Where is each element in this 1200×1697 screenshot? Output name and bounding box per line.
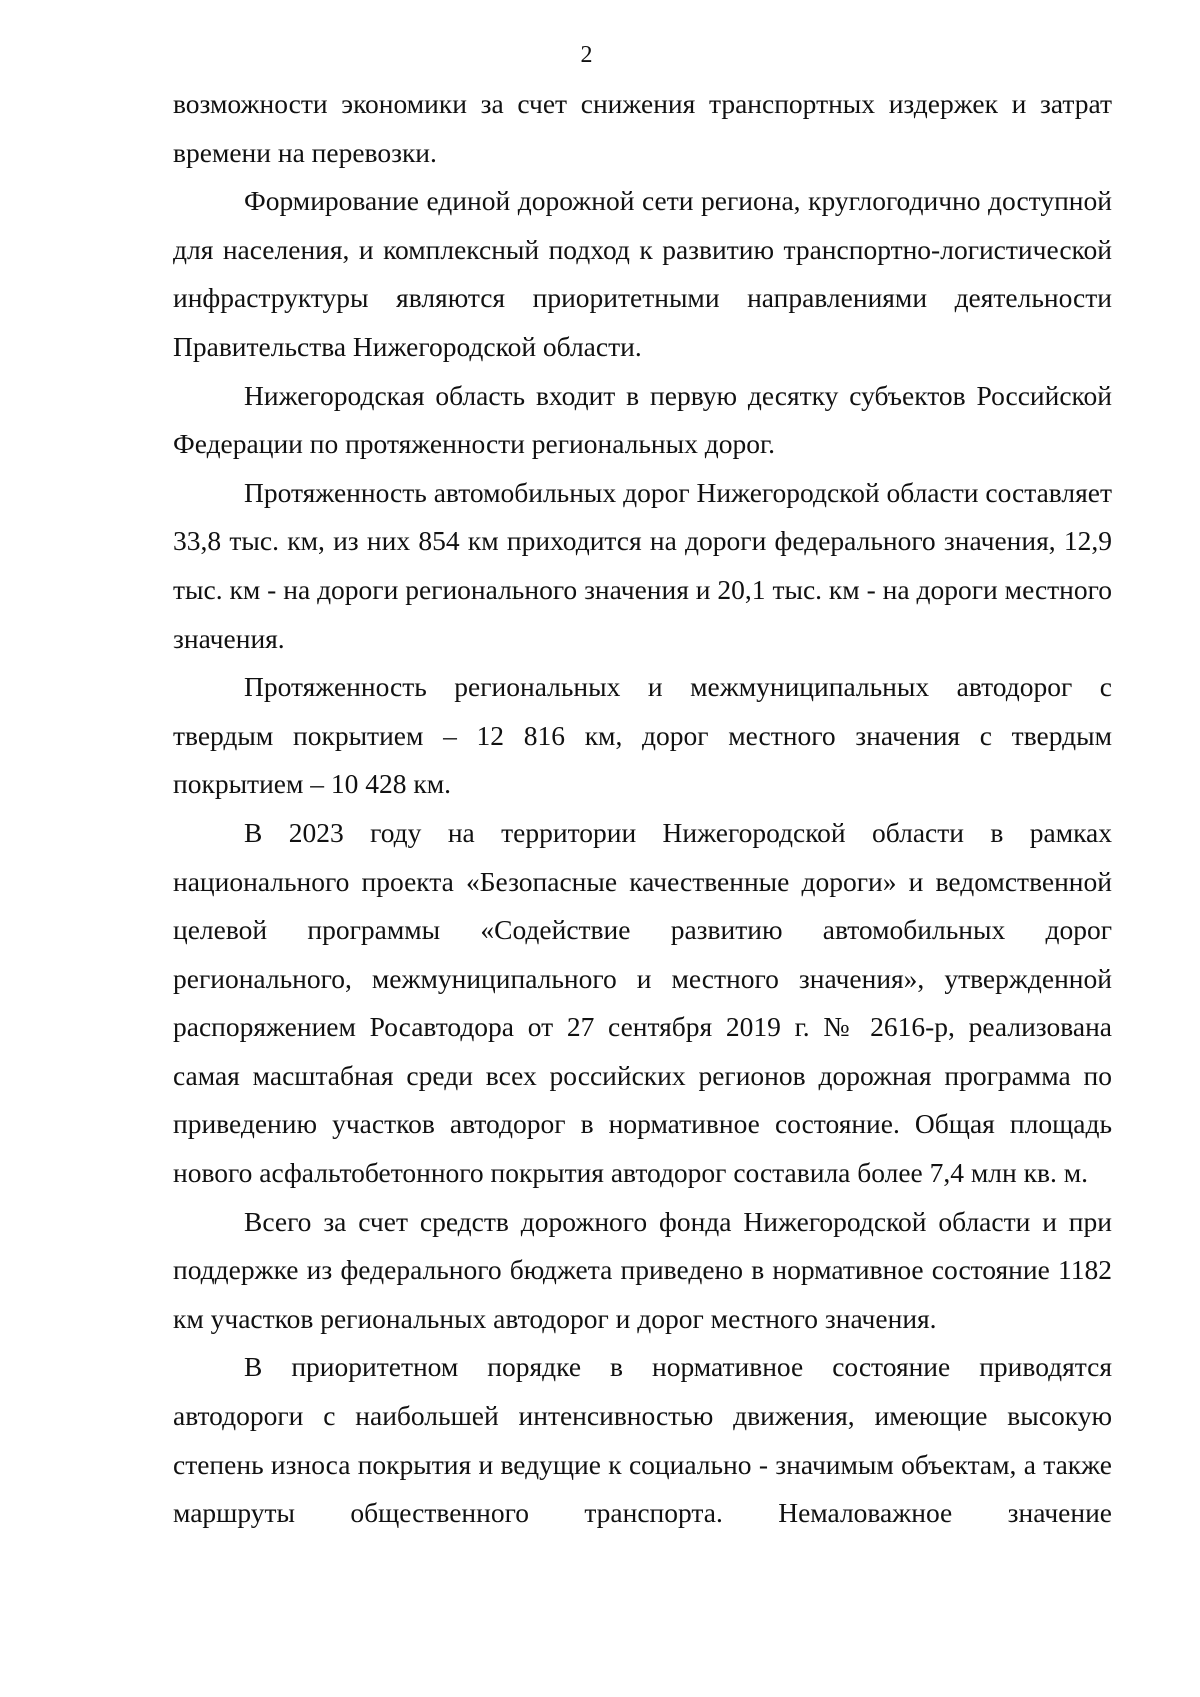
paragraph-continuation: возможности экономики за счет снижения транспортных издержек и затрат времени на перевозки. (173, 88, 1112, 168)
paragraph-region-ranking: Нижегородская область входит в первую десятку субъектов Российской Федерации по протяженности региональных дорог. (173, 379, 1112, 460)
paragraph-road-length: Протяженность автомобильных дорог Нижегородской области составляет 33,8 тыс. км, из них 854 км приходится на дороги федерального значения, 12,9 тыс. км - на дороги регионального значения и 20,1 тыс. км - на дороги местного значения. (173, 476, 1112, 654)
paragraph-road-fund: Всего за счет средств дорожного фонда Нижегородской области и при поддержке из федерального бюджета приведено в нормативное состояние 1182 км участков региональных автодорог и дорог местного значения. (173, 1205, 1112, 1334)
paragraph-2023-program: В 2023 году на территории Нижегородской области в рамках национального проекта «Безопасные качественные дороги» и ведомственной целевой программы «Содействие развитию автомобильных дорог регионального, межмуниципального и местного значения», утвержденной распоряжением Росавтодора от 27 сентября 2019 г. № 2616-р, реализована самая масштабная среди всех российских регионов дорожная программа по приведению участков автодорог в нормативное состояние. Общая площадь нового асфальтобетонного покрытия автодорог составила более 7,4 млн кв. м. (173, 816, 1112, 1189)
paragraph-road-network-priority: Формирование единой дорожной сети региона, круглогодично доступной для населения, и комплексный подход к развитию транспортно-логистической инфраструктуры являются приоритетными направлениями деятельности Правительства Нижегородской области. (173, 185, 1112, 362)
paragraph-paved-roads: Протяженность региональных и межмуниципальных автодорог с твердым покрытием – 12 816 км, дорог местного значения с твердым покрытием – 10 428 км. (173, 671, 1112, 800)
page-number: 2 (580, 42, 593, 68)
paragraph-priority-order: В приоритетном порядке в нормативное состояние приводятся автодороги с наибольшей интенсивностью движения, имеющие высокую степень износа покрытия и ведущие к социально - значимым объектам, а также маршруты общественного транспорта. Немаловажное значение (173, 1351, 1112, 1529)
document-body (173, 80, 1112, 1538)
